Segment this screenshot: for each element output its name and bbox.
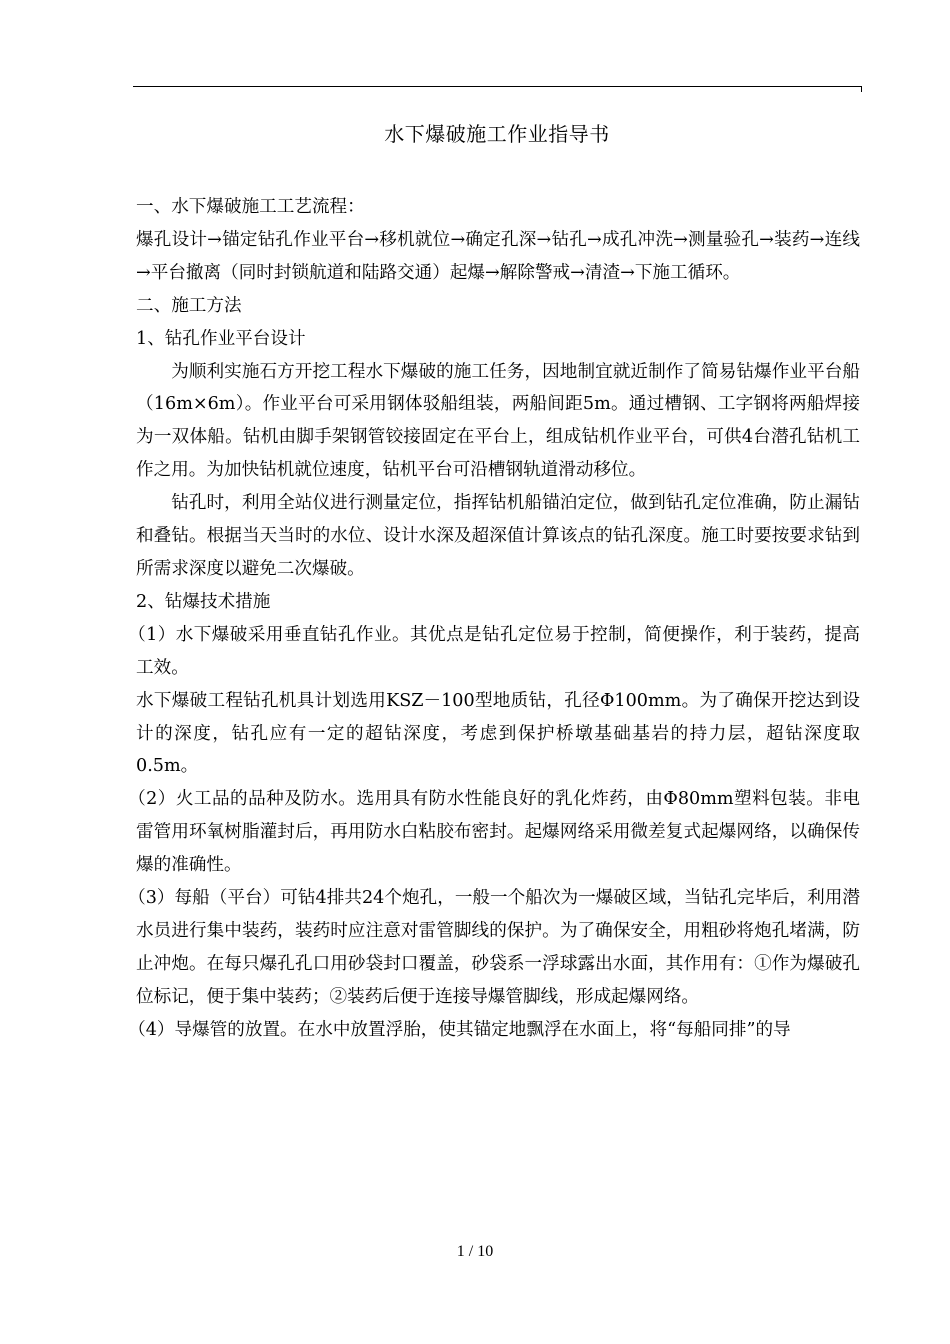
- section-heading-method: 二、施工方法: [136, 295, 242, 316]
- subsection-heading-platform: 1、钻孔作业平台设计: [136, 328, 306, 349]
- subsection-heading-measures: 2、钻爆技术措施: [136, 591, 271, 612]
- paragraph-drilling: 钻孔时，利用全站仪进行测量定位，指挥钻机船锚泊定位，做到钻孔定位准确，防止漏钻和叠钻。根据当天当时的水位、设计水深及超深值计算该点的钻孔深度。施工时要按要求钻到所需求深度以避免二次爆破。: [136, 493, 860, 579]
- document-body: [128, 191, 860, 1047]
- paragraph-process-flow: 爆孔设计→锚定钻孔作业平台→移机就位→确定孔深→钻孔→成孔冲洗→测量验孔→装药→连线→平台撤离（同时封锁航道和陆路交通）起爆→解除警戒→清渣→下施工循环。: [136, 229, 860, 283]
- document-title: 水下爆破施工作业指导书: [384, 122, 610, 146]
- header-rule-tick: [861, 86, 862, 92]
- header-rule: [133, 86, 861, 87]
- paragraph-item-1: （1）水下爆破采用垂直钻孔作业。其优点是钻孔定位易于控制，简便操作，利于装药，提高工效。: [128, 624, 860, 678]
- paragraph-item-4: （4）导爆管的放置。在水中放置浮胎，使其锚定地飘浮在水面上，将“每船同排”的导: [128, 1019, 791, 1040]
- page-number: 1 / 10: [456, 1243, 494, 1260]
- section-heading-process: 一、水下爆破施工工艺流程：: [136, 197, 365, 217]
- paragraph-equipment: 水下爆破工程钻孔机具计划选用KSZ－100型地质钻，孔径Φ100mm。为了确保开挖达到设计的深度，钻孔应有一定的超钻深度，考虑到保护桥墩基础基岩的持力层，超钻深度取0.5m。: [136, 690, 860, 777]
- paragraph-item-2: （2）火工品的品种及防水。选用具有防水性能良好的乳化炸药，由Φ80mm塑料包装。非电雷管用环氧树脂灌封后，再用防水白粘胶布密封。起爆网络采用微差复式起爆网络，以确保传爆的准确性。: [128, 789, 860, 876]
- paragraph-item-3: （3）每船（平台）可钻4排共24个炮孔，一般一个船次为一爆破区域，当钻孔完毕后，利用潜水员进行集中装药，装药时应注意对雷管脚线的保护。为了确保安全，用粗砂将炮孔堵满，防止冲炮。在每只爆孔孔口用砂袋封口覆盖，砂袋系一浮球露出水面，其作用有：①作为爆破孔位标记，便于集中装药；②装药后便于连接导爆管脚线，形成起爆网络。: [128, 888, 860, 1007]
- paragraph-platform: 为顺利实施石方开挖工程水下爆破的施工任务，因地制宜就近制作了简易钻爆作业平台船（16m×6m）。作业平台可采用钢体驳船组装，两船间距5m。通过槽钢、工字钢将两船焊接为一双体船。钻机由脚手架钢管铰接固定在平台上，组成钻机作业平台，可供4台潜孔钻机工作之用。为加快钻机就位速度，钻机平台可沿槽钢轨道滑动移位。: [136, 361, 860, 481]
